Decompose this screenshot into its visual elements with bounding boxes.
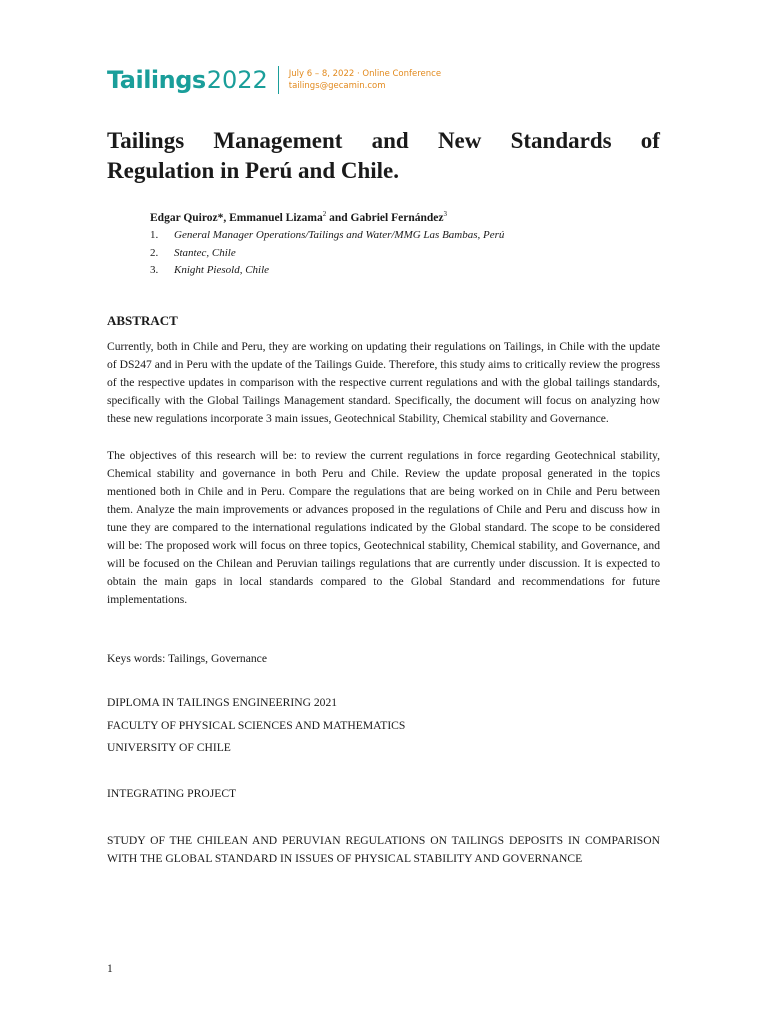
paper-title — [107, 126, 660, 186]
author-separator: and — [326, 211, 351, 224]
affiliation-text: General Manager Operations/Tailings and Water/MMG Las Bambas, Perú — [174, 229, 505, 241]
affiliation-list — [150, 229, 504, 282]
author-3: Gabriel Fernández — [350, 211, 444, 224]
title-word: New — [437, 128, 482, 153]
affiliation-text: Stantec, Chile — [174, 246, 236, 259]
title-word: Tailings — [107, 128, 185, 153]
author-separator: , — [223, 211, 230, 224]
keywords: Keys words: Tailings, Governance — [107, 652, 267, 665]
conference-email: tailings@gecamin.com — [288, 81, 386, 91]
affiliation-number: 1. — [150, 229, 159, 241]
author-2: Emmanuel Lizama — [229, 211, 323, 224]
conference-dates: July 6 – 8, 2022 · Online Conference — [288, 69, 442, 79]
title-line-1 — [107, 126, 660, 156]
affiliation-number: 2. — [150, 246, 159, 259]
author-3-affil: 3 — [443, 210, 447, 218]
affiliation-number: 3. — [150, 264, 159, 276]
logo-divider — [278, 66, 279, 94]
title-word: of — [640, 128, 660, 153]
project-label: INTEGRATING PROJECT — [107, 787, 237, 800]
page-number: 1 — [107, 962, 113, 975]
author-2-affil: 2 — [322, 210, 327, 218]
title-word: and — [371, 128, 409, 153]
affiliation-item — [150, 264, 504, 282]
author-1: Edgar Quiroz* — [150, 211, 224, 224]
affiliation-text: Knight Piesold, Chile — [174, 264, 270, 276]
logo-word: Tailings — [107, 66, 206, 94]
project-title: STUDY OF THE CHILEAN AND PERUVIAN REGULATIONS ON TAILINGS DEPOSITS IN COMPARISON WITH THE GLOBAL STANDARD IN ISSUES OF PHYSICAL STABILITY AND GOVERNANCE — [107, 834, 660, 865]
affiliation-item — [150, 247, 504, 265]
conference-info — [289, 68, 441, 92]
abstract-paragraph-2: The objectives of this research will be: to review the current regulations in force regarding Geotechnical stability, Chemical stability and governance in both Peru and Chile. Review the update proposal generated in the topics mentioned both in Chile and in Peru. Compare the regulations that are being worked on in Chile and Peru between them. Analyze the main improvements or advances proposed in the regulations of Chile and Peru and discuss how in tune they are compared to the international regulations indicated by the Global standard. The scope to be considered will be: The proposed work will focus on three topics, Geotechnical stability, Chemical stability, and Governance, and will be focused on the Chilean and Peruvian tailings regulations that are currently under discussion. It is expected to obtain the main gaps in local standards compared to the Global Standard and recommendations for future implementations. — [107, 449, 660, 606]
abstract-heading: ABSTRACT — [107, 313, 178, 328]
title-line-2: Regulation in Perú and Chile. — [107, 158, 400, 183]
title-word: Standards — [510, 128, 612, 153]
author-list — [150, 210, 447, 224]
conference-logo — [107, 66, 441, 94]
diploma-line: DIPLOMA IN TAILINGS ENGINEERING 2021 — [107, 696, 338, 709]
faculty-line: FACULTY OF PHYSICAL SCIENCES AND MATHEMATICS — [107, 719, 406, 732]
affiliation-item — [150, 229, 504, 247]
logo-year: 2022 — [206, 66, 268, 94]
abstract-paragraph-1: Currently, both in Chile and Peru, they are working on updating their regulations on Tailings, in Chile with the update of DS247 and in Peru with the update of the Tailings Guide. Therefore, this study aims to critically review the progress of the respective updates in comparison with the respective current regulations and with the global tailings standards, specifically with the Global Tailings Management standard. Specifically, the document will focus on analyzing how these new regulations incorporate 3 main issues, Geotechnical Stability, Chemical stability and Governance. — [107, 340, 660, 425]
university-line: UNIVERSITY OF CHILE — [107, 741, 231, 754]
title-word: Management — [213, 128, 343, 153]
